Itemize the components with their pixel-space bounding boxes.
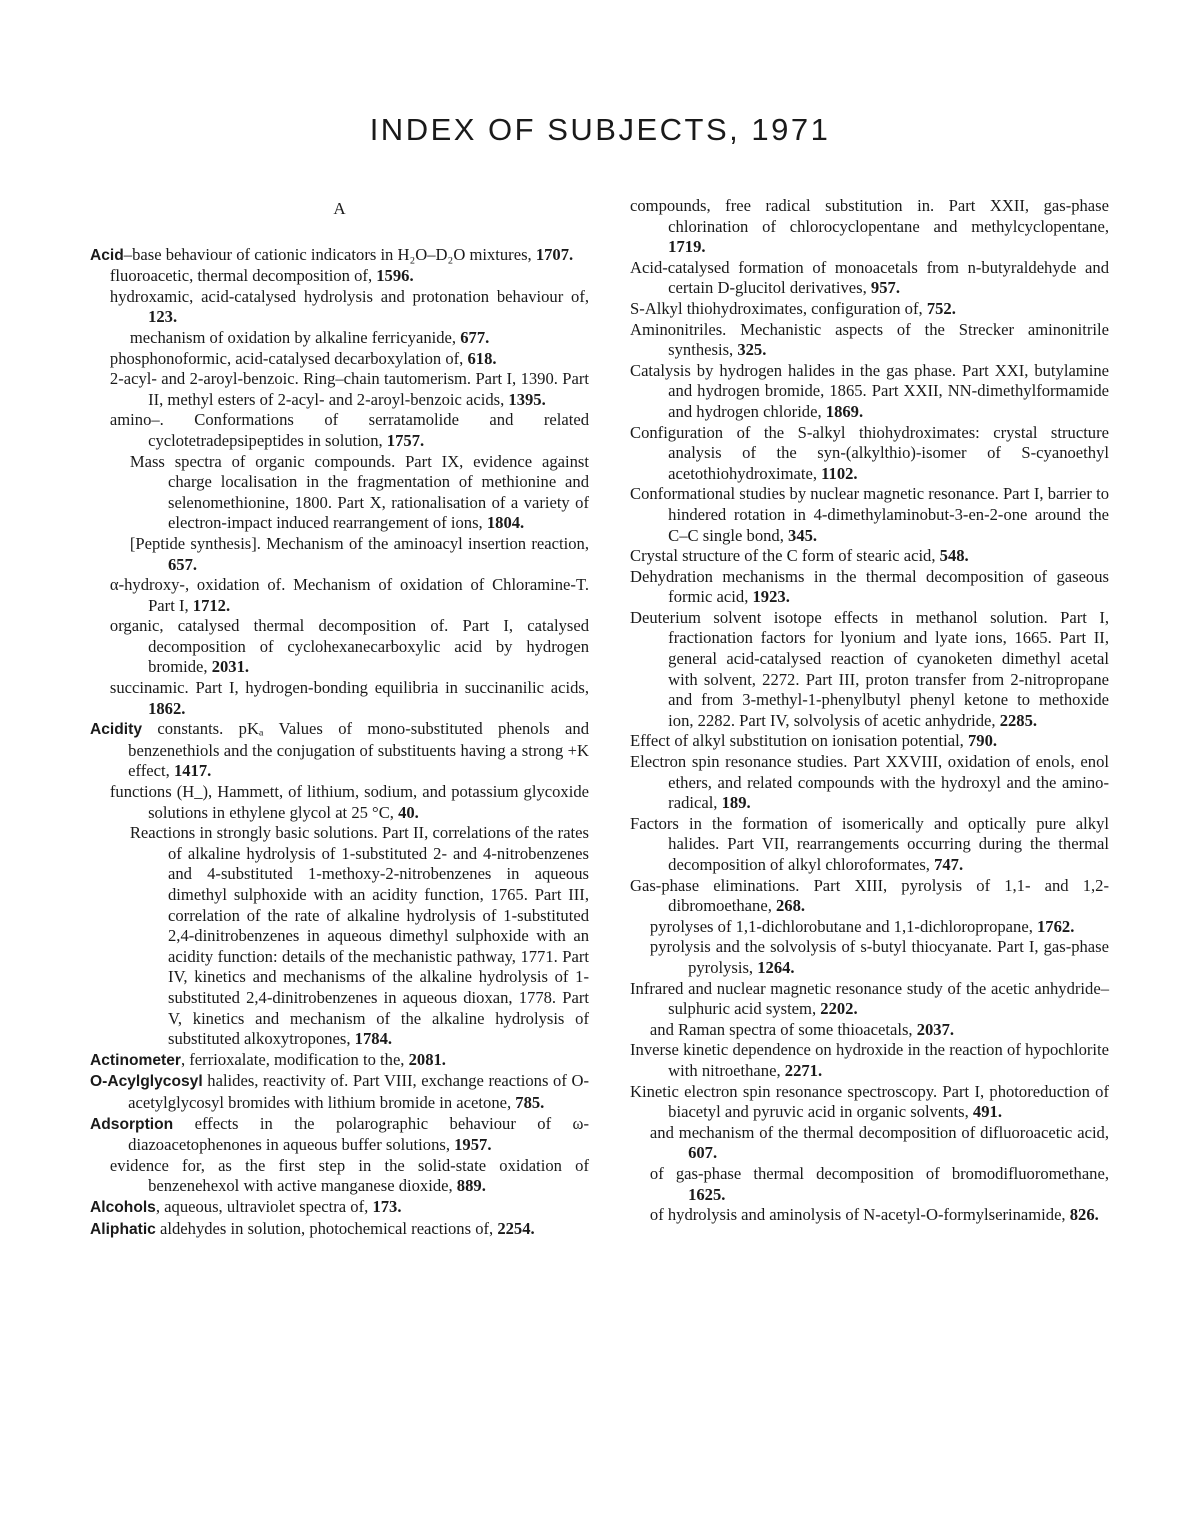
entry-text: Factors in the formation of isomerically and optically pure alkyl halides. Part VII, rearrangements occurring during the thermal decomposition of alkyl chloroformates, (630, 813, 1109, 874)
entry-page-number: 1625. (688, 1184, 726, 1204)
entry-page-number: 2202. (820, 999, 858, 1019)
index-entry (130, 823, 589, 1050)
index-entry (110, 616, 589, 678)
entry-page-number: 2254. (497, 1218, 535, 1238)
entry-page-number: 1719. (668, 237, 706, 257)
entry-page-number: 607. (688, 1143, 718, 1163)
entry-heading: Adsorption (90, 1115, 174, 1133)
index-entry (110, 575, 589, 616)
entry-page-number: 677. (460, 327, 490, 347)
entry-page-number: 826. (1069, 1205, 1099, 1225)
entry-heading: Acid (90, 246, 124, 264)
entry-page-number: 268. (776, 896, 806, 916)
index-entry (130, 452, 589, 534)
index-entry (630, 484, 1109, 546)
right-column (630, 196, 1109, 1226)
entry-heading: Acidity (90, 721, 142, 739)
index-entry (110, 410, 589, 451)
index-entry (110, 287, 589, 328)
entry-page-number: 1707. (535, 244, 574, 264)
entry-heading: Actinometer (90, 1051, 181, 1069)
entry-heading: Aliphatic (90, 1220, 156, 1238)
entry-page-number: 2271. (784, 1060, 823, 1080)
index-entry (650, 1164, 1109, 1205)
entry-text: and Raman spectra of some thioacetals, (649, 1019, 917, 1039)
entry-text: and mechanism of the thermal decomposition of difluoroacetic acid, (649, 1122, 1109, 1142)
entry-text: [Peptide synthesis]. Mechanism of the aminoacyl insertion reaction, (129, 533, 589, 553)
entry-page-number: 889. (456, 1176, 486, 1196)
entry-page-number: 2285. (999, 710, 1038, 730)
entry-text: compounds, free radical substitution in. Part XXII, gas-phase chlorination of chlorocyclopentane and methylcyclopentane, (630, 196, 1109, 236)
entry-text: halides, reactivity of. Part VIII, exchange reactions of O-acetylglycosyl bromides with lithium bromide in acetone, (128, 1071, 589, 1112)
entry-page-number: 1417. (173, 761, 212, 781)
entry-text: evidence for, as the first step in the solid-state oxidation of benzenehexol with active manganese dioxide, (109, 1155, 589, 1196)
entry-heading: Alcohols (90, 1198, 156, 1216)
entry-text: pyrolyses of 1,1-dichlorobutane and 1,1-dichloropropane, (649, 916, 1037, 936)
index-entry (90, 1050, 589, 1072)
index-entry (130, 534, 589, 575)
index-entry (630, 423, 1109, 485)
right-entries (630, 196, 1109, 1226)
entry-page-number: 1596. (376, 266, 414, 286)
index-entry (650, 1020, 1109, 1041)
index-entry (90, 1219, 589, 1241)
entry-heading: O-Acylglycosyl (90, 1073, 203, 1091)
index-entry (630, 258, 1109, 299)
index-entry (650, 1205, 1109, 1226)
entry-page-number: 491. (972, 1102, 1002, 1122)
entry-page-number: 2081. (408, 1049, 446, 1069)
entry-text: S-Alkyl thiohydroximates, configuration of, (630, 298, 927, 318)
entry-page-number: 1862. (148, 698, 186, 718)
entry-page-number: 345. (788, 525, 818, 545)
index-entry (630, 979, 1109, 1020)
entry-text: Effect of alkyl substitution on ionisation potential, (630, 731, 968, 751)
index-entry (630, 814, 1109, 876)
index-entry (110, 678, 589, 719)
entry-text: Mass spectra of organic compounds. Part IX, evidence against charge localisation in the fragmentation of methionine and selenomethionine, 1800. Part X, rationalisation of a variety of electron-impact induced rearrangement of ions, (129, 451, 589, 533)
entry-text: phosphonoformic, acid-catalysed decarboxylation of, (109, 348, 468, 368)
entry-text: succinamic. Part I, hydrogen-bonding equilibria in succinanilic acids, (109, 678, 589, 698)
entry-text: constants. pKₐ Values of mono-substituted phenols and benzenethiols and the conjugation of substituents having a strong +K effect, (128, 719, 589, 781)
index-entry (630, 567, 1109, 608)
index-entry (650, 937, 1109, 978)
entry-page-number: 657. (168, 554, 198, 574)
entry-text: Configuration of the S-alkyl thiohydroximates: crystal structure analysis of the syn-(alkylthio)-isomer of S-cyanoethyl acetothiohydroximate, (630, 422, 1109, 483)
index-entry (130, 328, 589, 349)
index-entry (90, 1197, 589, 1219)
index-entry (90, 1071, 589, 1113)
entry-text: 2-acyl- and 2-aroyl-benzoic. Ring–chain tautomerism. Part I, 1390. Part II, methyl esters of 2-acyl- and 2-aroyl-benzoic acids, (109, 369, 589, 409)
index-entry (110, 349, 589, 370)
entry-page-number: 40. (398, 802, 419, 822)
entry-text: , ferrioxalate, modification to the, (180, 1049, 409, 1069)
entry-page-number: 785. (515, 1092, 545, 1112)
index-entry (630, 608, 1109, 732)
entry-page-number: 1869. (825, 401, 864, 421)
entry-text: Catalysis by hydrogen halides in the gas phase. Part XXI, butylamine and hydrogen bromide, 1865. Part XXII, NN-dimethylformamide and hydrogen chloride, (630, 360, 1109, 421)
index-entry (110, 369, 589, 410)
entry-text: fluoroacetic, thermal decomposition of, (109, 266, 377, 286)
index-entry (630, 1040, 1109, 1081)
entry-page-number: 123. (148, 307, 178, 327)
index-entry (630, 876, 1109, 917)
entry-page-number: 189. (721, 793, 751, 813)
entry-page-number: 1923. (752, 587, 790, 607)
entry-page-number: 1957. (454, 1135, 492, 1155)
entry-text: pyrolysis and the solvolysis of s-butyl thiocyanate. Part I, gas-phase pyrolysis, (649, 937, 1109, 977)
entry-text: effects in the polarographic behaviour of ω-diazoacetophenones in aqueous buffer solutions, (128, 1113, 589, 1155)
entry-text: functions (H_), Hammett, of lithium, sodium, and potassium glycoxide solutions in ethylene glycol at 25 °C, (109, 782, 589, 822)
entry-text: hydroxamic, acid-catalysed hydrolysis and protonation behaviour of, (109, 286, 589, 306)
index-entry (630, 1082, 1109, 1123)
entry-page-number: 752. (926, 298, 956, 318)
index-entry (650, 917, 1109, 938)
entry-page-number: 790. (967, 731, 998, 751)
entry-page-number: 957. (870, 278, 900, 298)
section-letter: A (333, 199, 346, 218)
index-entry (630, 320, 1109, 361)
entry-text: , aqueous, ultraviolet spectra of, (155, 1196, 373, 1216)
entry-page-number: 1804. (486, 513, 525, 533)
entry-page-number: 548. (939, 546, 969, 566)
entry-text: organic, catalysed thermal decomposition of. Part I, catalysed decomposition of cyclohexanecarboxylic acid by hydrogen bromide, (109, 616, 589, 677)
left-column (90, 196, 589, 1240)
entry-text: α-hydroxy-, oxidation of. Mechanism of oxidation of Chloramine-T. Part I, (109, 575, 589, 615)
entry-page-number: 1395. (508, 389, 546, 409)
index-entry (90, 719, 589, 782)
entry-text: aldehydes in solution, photochemical reactions of, (155, 1218, 498, 1238)
entry-page-number: 1762. (1037, 916, 1075, 936)
entry-page-number: 2037. (916, 1019, 955, 1039)
index-entry (630, 299, 1109, 320)
entry-text: of hydrolysis and aminolysis of N-acetyl-O-formylserinamide, (649, 1205, 1070, 1225)
entry-text: Kinetic electron spin resonance spectroscopy. Part I, photoreduction of biacetyl and pyruvic acid in organic solvents, (630, 1081, 1109, 1122)
index-entry (630, 752, 1109, 814)
index-entry (110, 266, 589, 287)
index-entry (650, 1123, 1109, 1164)
entry-text: mechanism of oxidation by alkaline ferricyanide, (129, 327, 461, 347)
entry-text: Inverse kinetic dependence on hydroxide in the reaction of hypochlorite with nitroethane, (630, 1040, 1109, 1080)
index-entry (110, 782, 589, 823)
entry-text: of gas-phase thermal decomposition of bromodifluoromethane, (649, 1163, 1109, 1183)
entry-text: Aminonitriles. Mechanistic aspects of the Strecker aminonitrile synthesis, (630, 319, 1109, 360)
entry-text: Dehydration mechanisms in the thermal decomposition of gaseous formic acid, (630, 566, 1109, 607)
entry-text: Electron spin resonance studies. Part XXVIII, oxidation of enols, enol ethers, and related compounds with the hydroxyl and the amino-radical, (630, 752, 1109, 813)
left-entries (90, 245, 589, 1241)
entry-text: Conformational studies by nuclear magnetic resonance. Part I, barrier to hindered rotation in 4-dimethylaminobut-3-en-2-one around the C–C single bond, (630, 484, 1109, 545)
entry-page-number: 1712. (192, 595, 231, 615)
entry-text: Acid-catalysed formation of monoacetals from n-butyraldehyde and certain D-glucitol derivatives, (630, 257, 1109, 298)
entry-page-number: 2031. (211, 657, 250, 677)
entry-page-number: 1784. (354, 1029, 393, 1049)
entry-text: Gas-phase eliminations. Part XIII, pyrolysis of 1,1- and 1,2-dibromoethane, (630, 875, 1109, 916)
index-entry (630, 361, 1109, 423)
entry-text: amino–. Conformations of serratamolide and related cyclotetradepsipeptides in solution, (109, 410, 589, 450)
entry-text: Infrared and nuclear magnetic resonance study of the acetic anhydride–sulphuric acid system, (630, 978, 1109, 1019)
entry-page-number: 747. (934, 855, 964, 874)
entry-page-number: 1264. (757, 957, 795, 977)
index-entry (90, 1114, 589, 1156)
index-entry (630, 196, 1109, 258)
entry-page-number: 1102. (821, 463, 858, 483)
entry-text: –base behaviour of cationic indicators in H₂O–D₂O mixtures, (123, 244, 536, 264)
entry-text: Crystal structure of the C form of stearic acid, (630, 546, 940, 566)
entry-text: Reactions in strongly basic solutions. Part II, correlations of the rates of alkaline hydrolysis of 1-substituted 2- and 4-nitrobenzenes and 4-substituted 1-methoxy-2-nitrobenzenes in aqueous dimethyl sulphoxide with an acidity function, 1765. Part III, correlation of the rate of alkaline hydrolysis of 1-substituted 2,4-dinitrobenzenes in aqueous dimethyl sulphoxide with an acidity function: details of the mechanistic pathway, 1771. Part IV, kinetics and mechanisms of the alkaline hydrolysis of 1-substituted 2,4-dinitrobenzenes in aqueous dioxan, 1778. Part V, kinetics and mechanism of the alkaline hydrolysis of substituted alkoxytropones, (129, 823, 589, 1049)
entry-page-number: 325. (737, 340, 767, 360)
entry-page-number: 1757. (386, 430, 425, 450)
entry-page-number: 173. (372, 1196, 402, 1216)
index-entry (630, 731, 1109, 752)
index-entry (630, 546, 1109, 567)
index-entry (110, 1156, 589, 1197)
index-entry (90, 245, 589, 267)
entry-text: Deuterium solvent isotope effects in methanol solution. Part I, fractionation factors for lyonium and lyate ions, 1665. Part II, general acid-catalysed reaction of cyanoketen dimethyl acetal with solvent, 2272. Part III, proton transfer from 2-nitropropane and from 3-methyl-1-phenylbutyl phenyl ketone to methoxide ion, 2282. Part IV, solvolysis of acetic anhydride, (630, 607, 1109, 730)
entry-page-number: 618. (467, 348, 497, 368)
page-title: INDEX OF SUBJECTS, 1971 (369, 112, 831, 147)
